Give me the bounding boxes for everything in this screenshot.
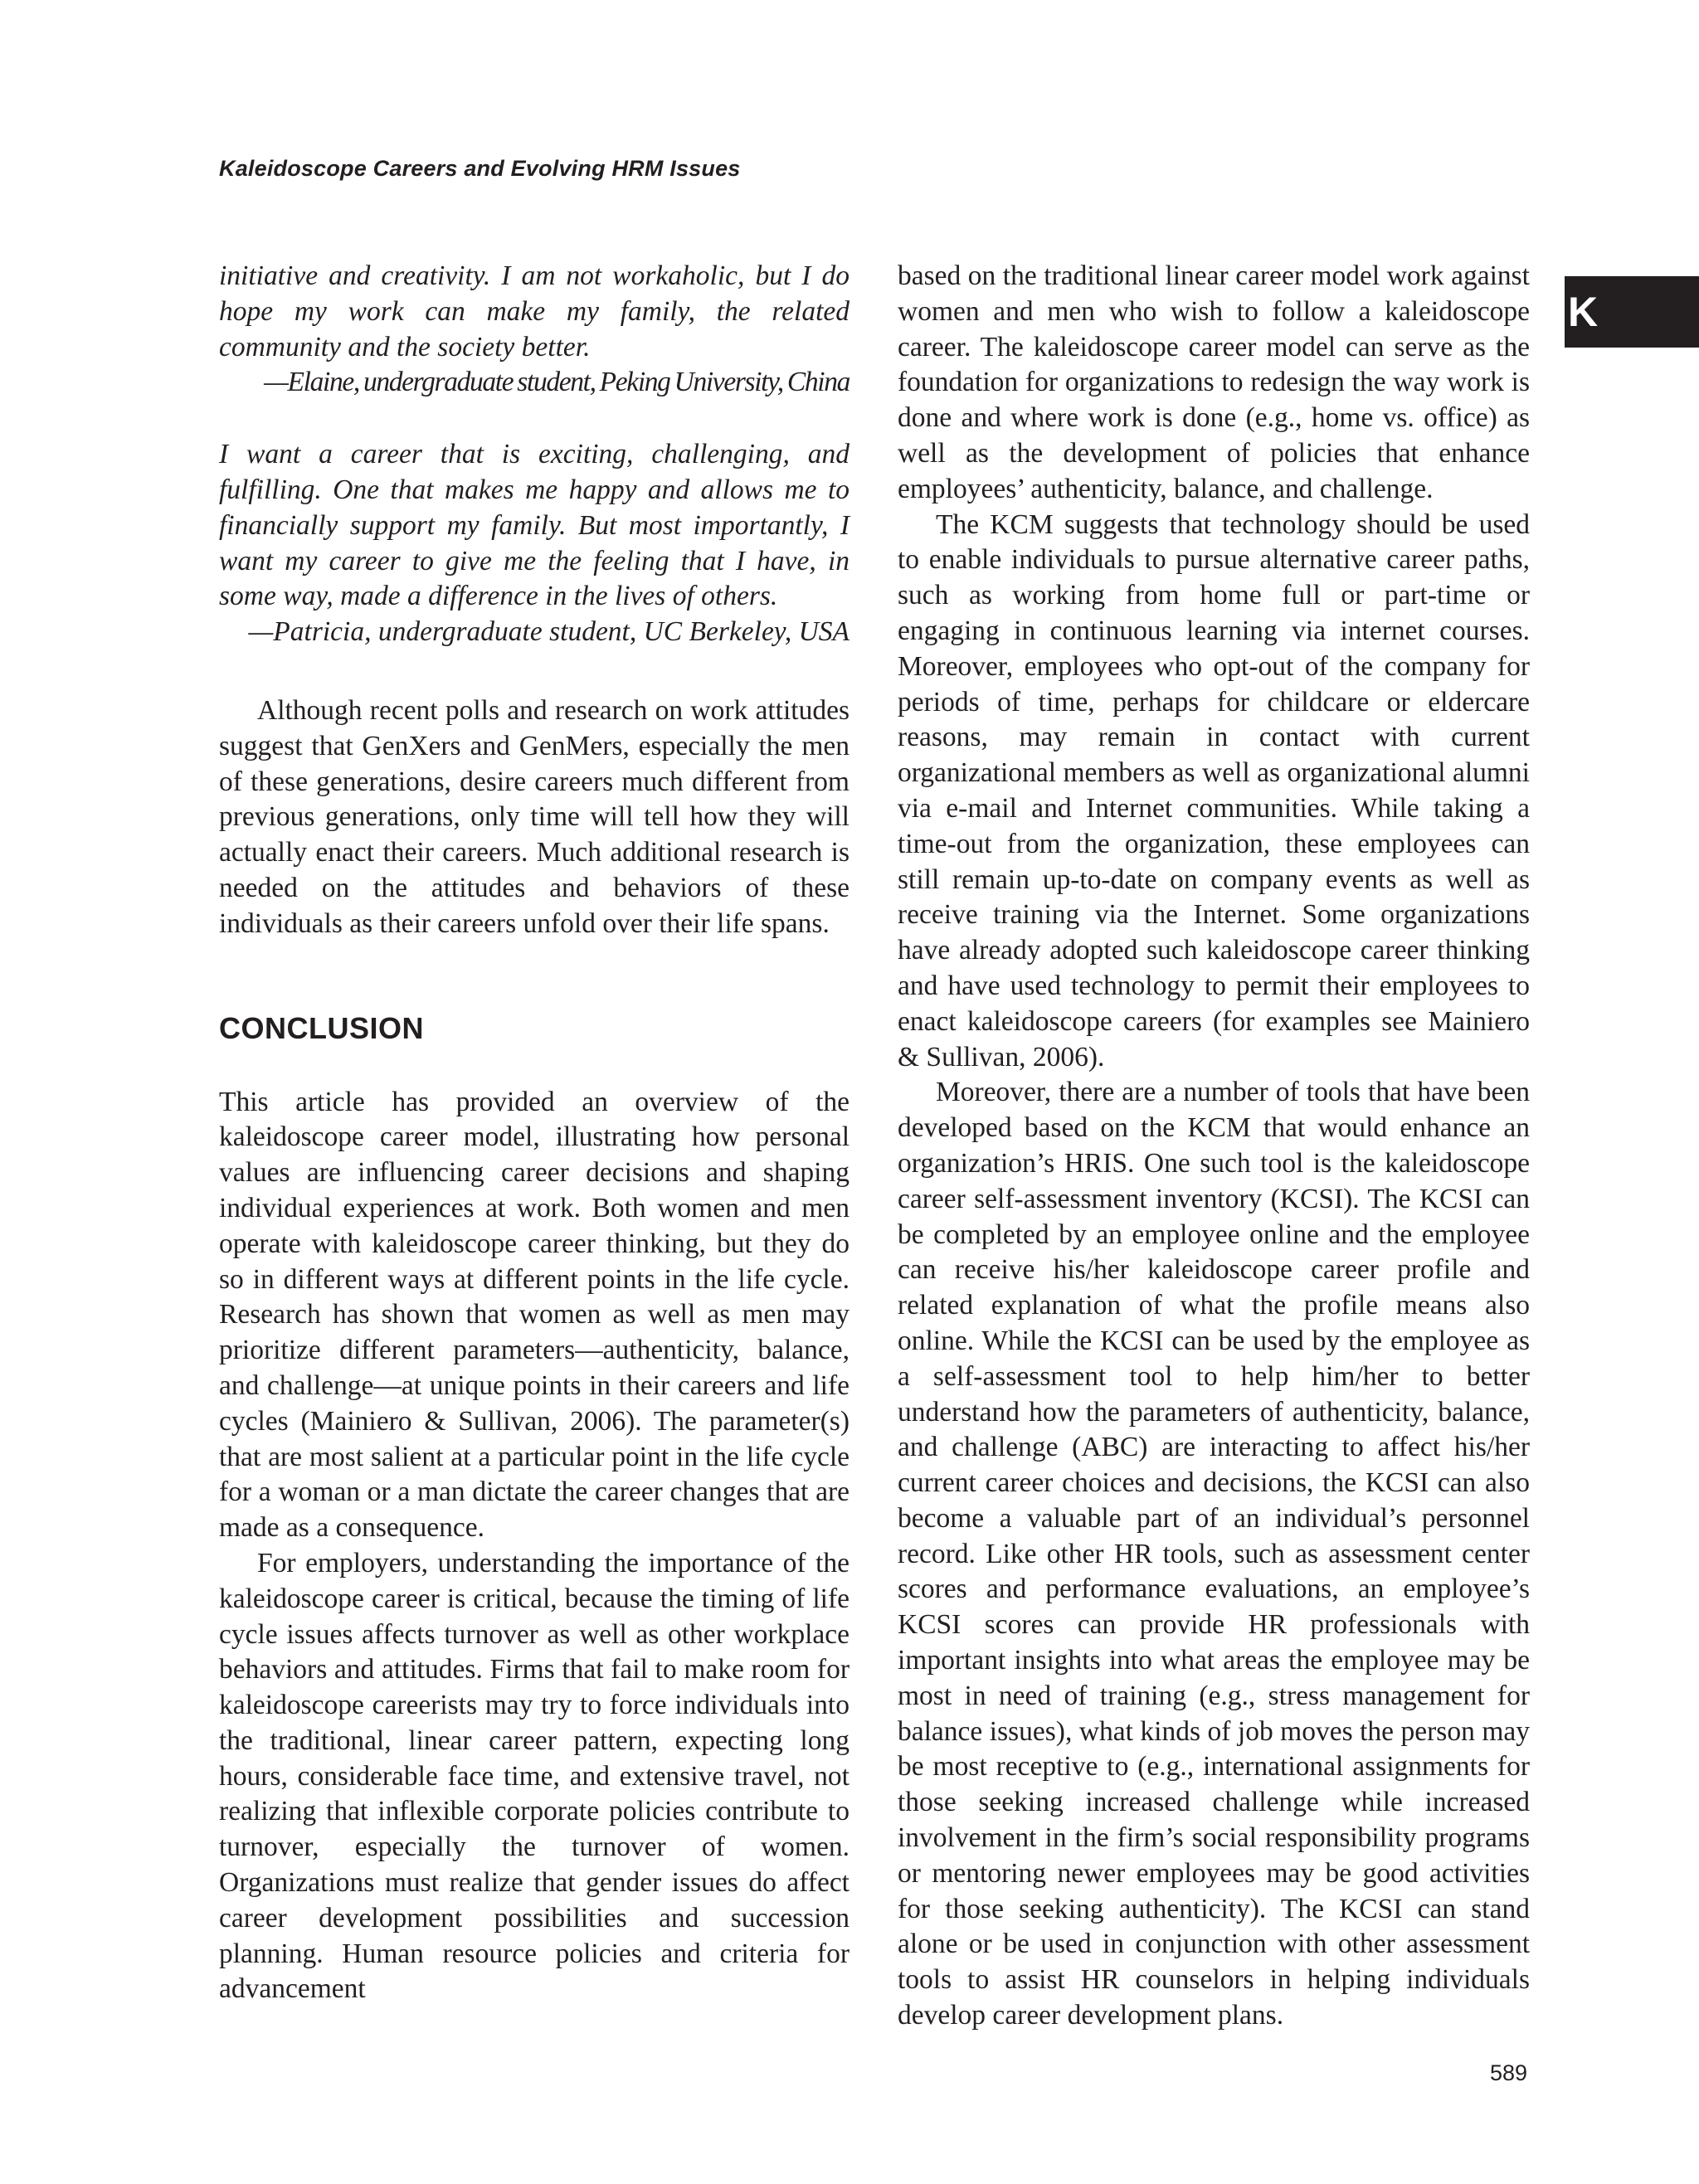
- body-paragraph: Moreover, there are a number of tools that have been developed based on the KCM that would enhance an organization’s HRIS. One such tool is the kaleidoscope career self-assessment inventory (KCSI). The KCSI can be completed by an employee online and the employee can receive his/her kaleidoscope career profile and related explanation of what the profile means also online. While the KCSI can be used by the employee as a self-assessment tool to help him/her to better understand how the parameters of authenticity, balance, and challenge (ABC) are interacting to affect his/her current career choices and decisions, the KCSI can also become a valuable part of an individual’s personnel record. Like other HR tools, such as assessment center scores and performance evaluations, an employee’s KCSI scores can provide HR professionals with important insights into what areas the employee may be most in need of training (e.g., stress management for balance issues), what kinds of job moves the person may be most receptive to (e.g., international assignments for those seeking increased challenge while increased involvement in the firm’s social responsibility programs or mentoring newer employees may be good activities for those seeking authenticity). The KCSI can stand alone or be used in conjunction with other assessment tools to assist HR counselors in helping individuals develop career development plans.: [898, 1077, 1530, 2031]
- left-text-column: [219, 259, 850, 2007]
- quote-attribution-patricia: —Patricia, undergraduate student, UC Berkeley, USA: [248, 616, 850, 648]
- body-paragraph: The KCM suggests that technology should be used to enable individuals to pursue alternative career paths, such as working from home full or part-time or engaging in continuous learning via internet courses. Moreover, employees who opt-out of the company for periods of time, perhaps for childcare or eldercare reasons, may remain in contact with current organizational members as well as organizational alumni via e-mail and Internet communities. While taking a time-out from the organization, these employees can still remain up-to-date on company events as well as receive training via the Internet. Some organizations have already adopted such kaleidoscope career thinking and have used technology to permit their employees to enact kaleidoscope careers (for examples see Mainiero & Sullivan, 2006).: [898, 508, 1530, 1073]
- right-text-column: [898, 259, 1530, 2034]
- student-quote-patricia: I want a career that is exciting, challenging, and fulfilling. One that makes me happy and allows me to financially support my family. But most importantly, I want my career to give me the feeling that I have, in some way, made a difference in the lives of others.: [219, 439, 850, 612]
- body-paragraph: Although recent polls and research on work attitudes suggest that GenXers and GenMers, especially the men of these generations, desire careers much different from previous generations, only time will tell how they will actually enact their careers. Much additional research is needed on the attitudes and behaviors of these individuals as their careers unfold over their life spans.: [219, 694, 850, 939]
- section-thumb-tab: K: [1565, 276, 1699, 348]
- body-paragraph: For employers, understanding the importance of the kaleidoscope career is critical, because the timing of life cycle issues affects turnover as well as other workplace behaviors and attitudes. Firms that fail to make room for kaleidoscope careerists may try to force individuals into the traditional, linear career pattern, expecting long hours, considerable face time, and extensive travel, not realizing that inflexible corporate policies contribute to turnover, especially the turnover of women. Organizations must realize that gender issues do affect career development possibilities and succession planning. Human resource policies and criteria for advancement: [219, 1547, 850, 2005]
- page-number: 589: [1490, 2060, 1528, 2085]
- student-quote-elaine: initiative and creativity. I am not workaholic, but I do hope my work can make my family, the related community and the society better.: [219, 260, 850, 362]
- body-paragraph: This article has provided an overview of the kaleidoscope career model, illustrating how personal values are influencing career decisions and shaping individual experiences at work. Both women and men operate with kaleidoscope career thinking, but they do so in different ways at different points in the life cycle. Research has shown that women as well as men may prioritize different parameters—authenticity, balance, and challenge—at unique points in their careers and life cycles (Mainiero & Sullivan, 2006). The parameter(s) that are most salient at a particular point in the life cycle for a woman or a man dictate the career changes that are made as a consequence.: [219, 1086, 850, 1544]
- section-heading-conclusion: CONCLUSION: [219, 1010, 424, 1045]
- body-paragraph: based on the traditional linear career model work against women and men who wish to follow a kaleidoscope career. The kaleidoscope career model can serve as the foundation for organizations to redesign the way work is done and where work is done (e.g., home vs. office) as well as the development of policies that enhance employees’ authenticity, balance, and challenge.: [898, 260, 1530, 504]
- quote-attribution-elaine: —Elaine, undergraduate student, Peking University, China: [264, 367, 850, 398]
- running-header-title: Kaleidoscope Careers and Evolving HRM Issues: [219, 156, 741, 181]
